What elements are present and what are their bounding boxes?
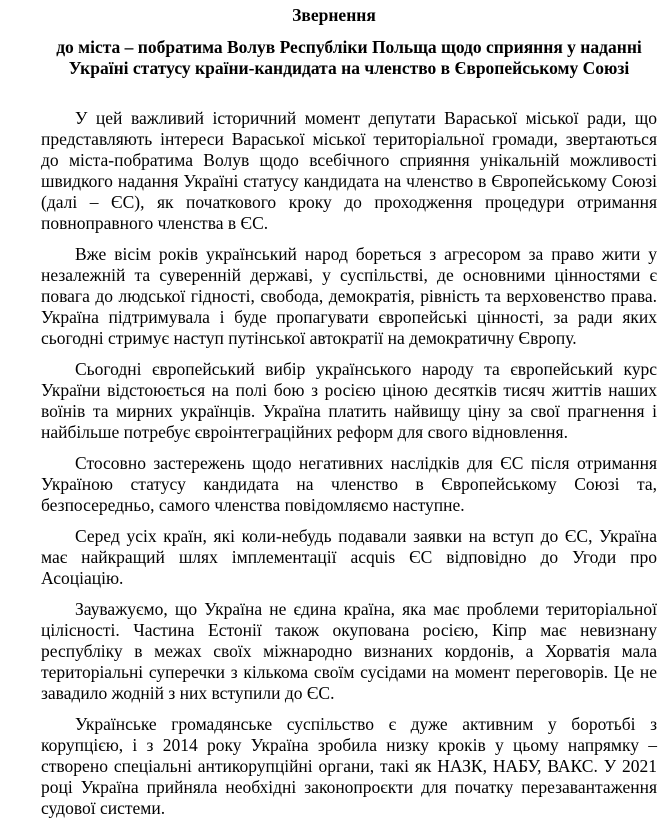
subtitle-line-1: до міста – побратима Волув Республіки Польща щодо сприяння у наданні bbox=[56, 37, 642, 57]
paragraph-6: Зауважуємо, що Україна не єдина країна, яка має проблеми територіальної цілісності. Частина Естонії також окупована росією, Кіпр має невизнану республіку в межах своїх міжнародно визнаних кордонів, а Хорватія мала територіальні суперечки з кількома своїм сусідами на момент переговорів. Це не завадило жодній з них вступили до ЄС. bbox=[41, 599, 657, 703]
paragraph-4: Стосовно застережень щодо негативних наслідків для ЄС після отримання Україною статусу кандидата на членство в Європейському Союзі та, безпосередньо, самого членства повідомляємо наступне. bbox=[41, 453, 657, 515]
paragraph-3: Сьогодні європейський вибір українського народу та європейський курс України відстоюється на полі бою з росією ціною десятків тисяч життів наших воїнів та мирних українців. Україна платить найвищу ціну за свої прагнення і найбільше потребує євроінтеграційних реформ для свого відновлення. bbox=[41, 359, 657, 442]
paragraph-7: Українське громадянське суспільство є дуже активним у боротьбі з корупцією, і з 2014 року Україна зробила низку кроків у цьому напрямку – створено спеціальні антикорупційні органи, такі як НАЗК, НАБУ, ВАКС. У 2021 році Україна прийняла необхідні законопроєкти для початку перезавантаження судової системи. bbox=[41, 714, 657, 818]
subtitle-line-2: Україні статусу країни-кандидата на членство в Європейському Союзі bbox=[68, 58, 630, 78]
paragraph-2: Вже вісім років український народ бореться з агресором за право жити у незалежній та суверенній державі, у суспільстві, де основними цінностями є повага до людської гідності, свобода, демократія, рівність та верховенство права. Україна підтримувала і буде пропагувати європейські цінності, за ради яких сьогодні стримує наступ путінської автократії на демократичну Європу. bbox=[41, 244, 657, 348]
paragraph-5: Серед усіх країн, які коли-небудь подавали заявки на вступ до ЄС, Україна має найкращий шлях імплементації acquis ЄС відповідно до Угоди про Асоціацію. bbox=[41, 526, 657, 588]
document-body bbox=[41, 108, 657, 819]
document-title: Звернення bbox=[292, 5, 376, 25]
document-subtitle bbox=[41, 37, 657, 79]
paragraph-1: У цей важливий історичний момент депутати Вараської міської ради, що представляють інтереси Вараської міської територіальної громади, звертаються до міста-побратима Волув щодо всебічного сприяння унікальній можливості швидкого надання Україні статусу кандидата на членство в Європейському Союзі (далі – ЄС), як початкового кроку до проходження процедури отримання повноправного членства в ЄС. bbox=[41, 108, 657, 233]
